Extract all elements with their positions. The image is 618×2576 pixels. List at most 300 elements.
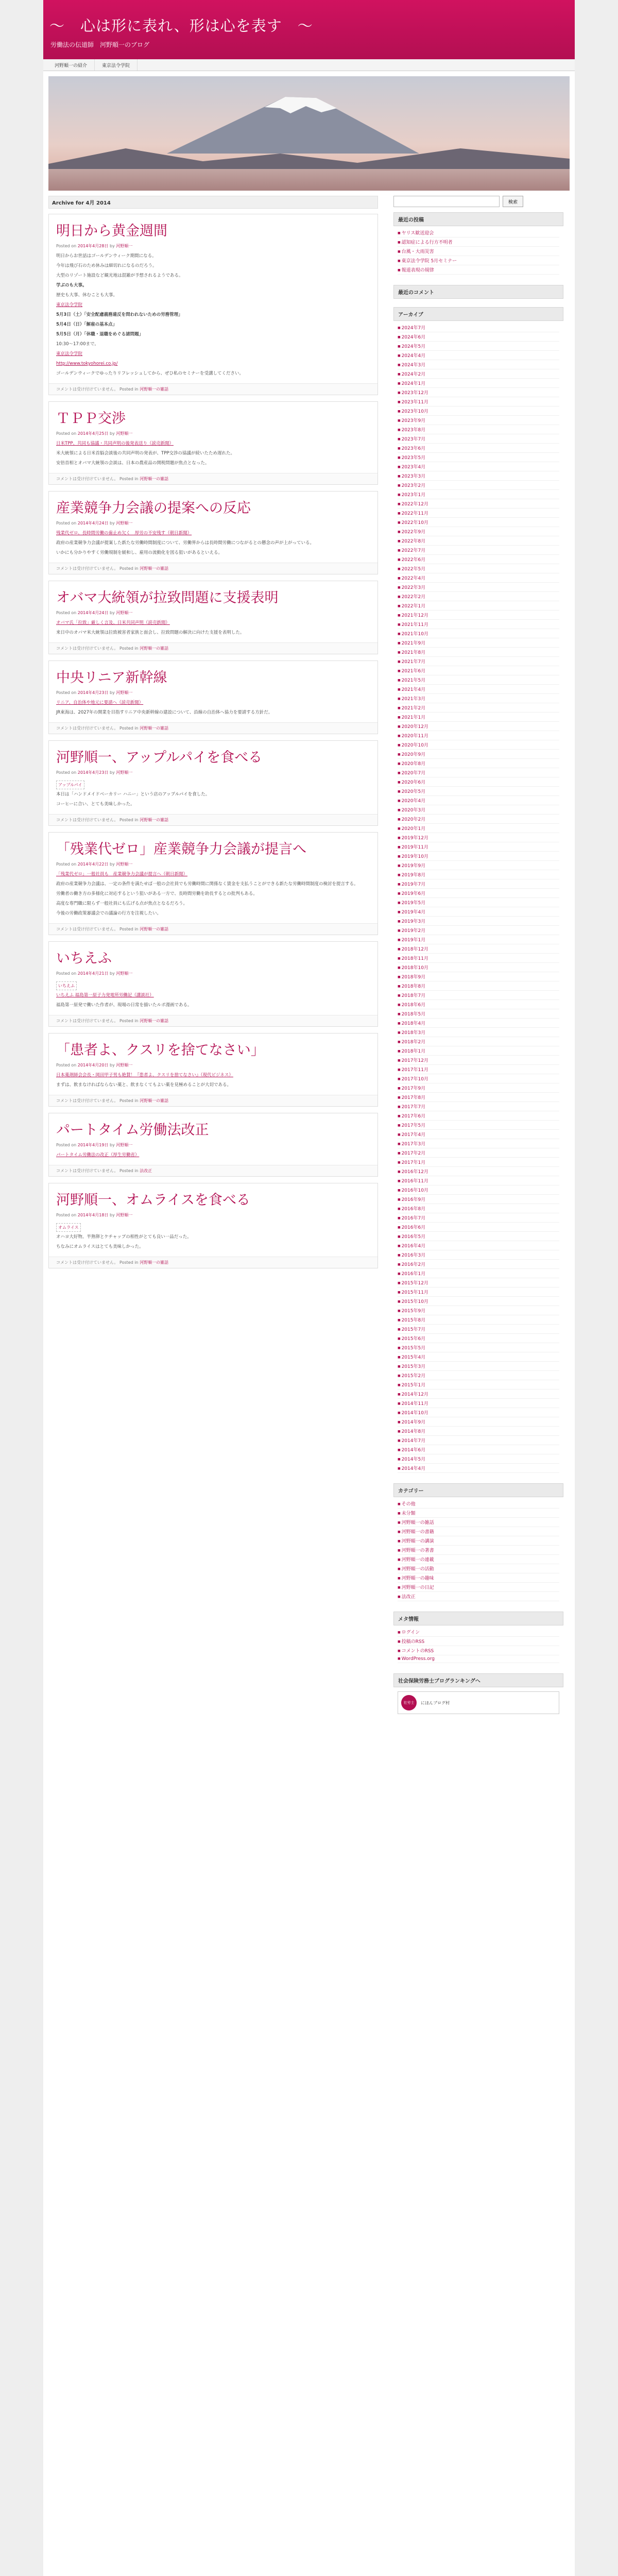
- posted-in-label: Posted in: [119, 566, 139, 571]
- archive-link[interactable]: ■ 2024年6月: [398, 332, 559, 342]
- archive-link[interactable]: ■ 2014年10月: [398, 1408, 559, 1417]
- archive-link[interactable]: ■ 2016年1月: [398, 1269, 559, 1278]
- post-paragraph: 政府の産業競争力会議が提案した新たな労働時間制度について、労働界からは長時間労働につながるとの懸念の声が上がっている。: [56, 540, 314, 546]
- archive-link[interactable]: ■ 2023年6月: [398, 444, 559, 453]
- post-paragraph: 学ぶのも大事。: [56, 283, 87, 288]
- archive-link[interactable]: ■ 2022年2月: [398, 592, 559, 601]
- post-meta: [56, 1212, 371, 1218]
- category-link[interactable]: 河野順一の雑話: [140, 387, 169, 392]
- archive-link[interactable]: ■ 2021年7月: [398, 657, 559, 666]
- nav-item-profile[interactable]: 河野順一の紹介: [47, 59, 95, 71]
- archive-link[interactable]: ■ 2023年10月: [398, 406, 559, 416]
- post-meta: [56, 431, 371, 436]
- archive-link[interactable]: ■ 2022年7月: [398, 546, 559, 555]
- archive-link[interactable]: ■ 2017年9月: [398, 1083, 559, 1093]
- archive-link[interactable]: ■ 2014年9月: [398, 1417, 559, 1427]
- archive-link[interactable]: ■ 2019年2月: [398, 926, 559, 935]
- header-banner-image: [48, 76, 570, 191]
- post-paragraph: 労働者の働き方の多様化に対応するという狙いがある一方で、長時間労働を助長するとの批判もある。: [56, 891, 258, 896]
- archive-link[interactable]: ■ 2017年5月: [398, 1121, 559, 1130]
- archive-link[interactable]: ■ 2021年9月: [398, 638, 559, 648]
- post-date-link[interactable]: 2014年4月25日: [77, 431, 109, 436]
- category-link[interactable]: ■ 河野順一の雑話: [398, 1518, 559, 1527]
- archive-link[interactable]: ■ 2022年6月: [398, 555, 559, 564]
- post-date-link[interactable]: 2014年4月24日: [77, 611, 109, 615]
- search-form: [393, 196, 563, 212]
- post-paragraph: 歴史も大事、休むことも大事。: [56, 293, 118, 298]
- archive-link[interactable]: ■ 2021年8月: [398, 648, 559, 657]
- archive-link[interactable]: ■ 2023年3月: [398, 471, 559, 481]
- post-paragraph: ゴールデンウィークでゆったりリフレッシュしてから、ぜひ私のセミナーを受講してください。: [56, 371, 244, 376]
- posted-in-label: Posted in: [119, 1260, 139, 1265]
- archive-link[interactable]: ■ 2023年4月: [398, 462, 559, 471]
- meta-list: [393, 1625, 563, 1665]
- post-footer: [49, 814, 377, 825]
- archive-link[interactable]: ■ 2017年1月: [398, 1158, 559, 1167]
- posted-in-label: Posted in: [119, 818, 139, 822]
- category-link[interactable]: ■ 河野順一の日記: [398, 1583, 559, 1592]
- post-title[interactable]: 「患者よ、クスリを捨てなさい」: [56, 1042, 265, 1058]
- post-footer: [49, 1095, 377, 1106]
- archive-link[interactable]: ■ 2021年2月: [398, 703, 559, 713]
- archive-link[interactable]: ■ 2015年12月: [398, 1278, 559, 1287]
- archive-link[interactable]: ■ 2023年1月: [398, 490, 559, 499]
- archive-link[interactable]: ■ 2016年10月: [398, 1185, 559, 1195]
- post-author-link[interactable]: 河野順一: [116, 1213, 133, 1217]
- post-author-prefix: by: [109, 611, 115, 615]
- archive-link[interactable]: ■ 2016年7月: [398, 1213, 559, 1223]
- category-link[interactable]: 河野順一の雑話: [140, 566, 169, 571]
- archive-link[interactable]: ■ 2015年6月: [398, 1334, 559, 1343]
- archive-link[interactable]: ■ 2018年6月: [398, 1000, 559, 1009]
- post-author-link[interactable]: 河野順一: [116, 1063, 133, 1067]
- sharoushi-badge-icon: 社労士: [401, 1695, 417, 1710]
- archive-link[interactable]: ■ 2020年4月: [398, 796, 559, 805]
- post-footer: [49, 923, 377, 935]
- post-paragraph: 本日は「ハンドメイドベーカリー ハニー」という店のアップルパイを食した。: [56, 792, 210, 797]
- post-author-prefix: by: [109, 521, 115, 526]
- archive-link[interactable]: ■ 2021年12月: [398, 611, 559, 620]
- archive-link[interactable]: ■ 2022年1月: [398, 601, 559, 611]
- post-author-link[interactable]: 河野順一: [116, 521, 133, 526]
- category-link[interactable]: 河野順一の雑話: [140, 1098, 169, 1103]
- archive-link[interactable]: ■ 2015年7月: [398, 1325, 559, 1334]
- archive-link[interactable]: ■ 2014年6月: [398, 1445, 559, 1454]
- post-date-link[interactable]: 2014年4月23日: [77, 690, 109, 695]
- post-paragraph: 今後の労働政策審議会での議論の行方を注視したい。: [56, 911, 162, 916]
- post-meta-prefix: Posted on: [56, 1143, 77, 1147]
- post-date-link[interactable]: 2014年4月19日: [77, 1143, 109, 1147]
- archive-link[interactable]: ■ 2018年10月: [398, 963, 559, 972]
- categories-widget: [393, 1483, 563, 1603]
- comments-status: コメントは受け付けていません。: [56, 818, 118, 822]
- archive-link[interactable]: ■ 2017年10月: [398, 1074, 559, 1083]
- search-button[interactable]: 検索: [503, 196, 523, 207]
- post: [48, 1183, 378, 1268]
- archive-link[interactable]: ■ 2016年6月: [398, 1223, 559, 1232]
- archive-link[interactable]: ■ 2014年8月: [398, 1427, 559, 1436]
- post: [48, 1033, 378, 1107]
- post-title[interactable]: 中央リニア新幹線: [56, 670, 167, 686]
- post-link[interactable]: パートタイム労働法の改正（厚生労働省）: [56, 1153, 140, 1158]
- post-meta-prefix: Posted on: [56, 1213, 77, 1217]
- category-link[interactable]: ■ 河野順一の著書: [398, 1546, 559, 1555]
- archive-link[interactable]: ■ 2019年1月: [398, 935, 559, 944]
- archive-link[interactable]: ■ 2016年8月: [398, 1204, 559, 1213]
- post-author-link[interactable]: 河野順一: [116, 431, 133, 436]
- recent-post-link[interactable]: ■ 東京法令学院 5月セミナー: [398, 256, 559, 265]
- archive-link[interactable]: ■ 2020年1月: [398, 824, 559, 833]
- archive-link[interactable]: ■ 2024年7月: [398, 323, 559, 332]
- post-body: [56, 1222, 371, 1250]
- archive-link[interactable]: ■ 2022年3月: [398, 583, 559, 592]
- archive-link[interactable]: ■ 2018年7月: [398, 991, 559, 1000]
- category-link[interactable]: ■ 河野順一の連載: [398, 1555, 559, 1564]
- post-meta: [56, 520, 371, 526]
- recent-post-link[interactable]: ■ 報道表現の規律: [398, 265, 559, 275]
- archive-link[interactable]: ■ 2015年10月: [398, 1297, 559, 1306]
- post-paragraph: 10:30〜17:00まで。: [56, 342, 99, 347]
- archive-link[interactable]: ■ 2019年7月: [398, 879, 559, 889]
- archive-link[interactable]: ■ 2014年7月: [398, 1436, 559, 1445]
- archive-link[interactable]: ■ 2020年7月: [398, 768, 559, 777]
- post-title[interactable]: いちえふ: [56, 951, 112, 967]
- post-date-link[interactable]: 2014年4月22日: [77, 862, 109, 867]
- omurice-image[interactable]: オムライス: [56, 1223, 81, 1232]
- post-author-link[interactable]: 河野順一: [116, 862, 133, 867]
- archive-link[interactable]: ■ 2020年5月: [398, 787, 559, 796]
- archive-link[interactable]: ■ 2018年5月: [398, 1009, 559, 1019]
- archive-link[interactable]: ■ 2018年9月: [398, 972, 559, 981]
- category-link[interactable]: ■ 河野順一の講演: [398, 1536, 559, 1546]
- post-date-link[interactable]: 2014年4月21日: [77, 971, 109, 976]
- widget-title: メタ情報: [393, 1612, 563, 1625]
- post-paragraph: ちなみにオムライスはとても美味しかった。: [56, 1244, 144, 1249]
- archive-link[interactable]: ■ 2017年2月: [398, 1148, 559, 1158]
- category-link[interactable]: 法改正: [140, 1168, 152, 1173]
- archive-link[interactable]: ■ 2018年4月: [398, 1019, 559, 1028]
- apple-pie-image[interactable]: アップルパイ: [56, 781, 84, 789]
- post-paragraph: 5月5日（月）「休職・退職をめぐる諸問題」: [56, 332, 144, 337]
- post-footer: [49, 1165, 377, 1176]
- archive-link[interactable]: ■ 2018年2月: [398, 1037, 559, 1046]
- archive-link[interactable]: ■ 2018年12月: [398, 944, 559, 954]
- post-meta: [56, 1062, 371, 1068]
- post-title[interactable]: 河野順一、オムライスを食べる: [56, 1192, 250, 1208]
- archive-link[interactable]: ■ 2014年11月: [398, 1399, 559, 1408]
- archive-link[interactable]: ■ 2015年4月: [398, 1352, 559, 1362]
- archive-link[interactable]: ■ 2019年4月: [398, 907, 559, 917]
- archive-link[interactable]: ■ 2017年6月: [398, 1111, 559, 1121]
- post-meta-prefix: Posted on: [56, 521, 77, 526]
- category-link[interactable]: ■ 法改正: [398, 1592, 559, 1601]
- post-author-prefix: by: [109, 690, 115, 695]
- post-meta-prefix: Posted on: [56, 862, 77, 867]
- archive-link[interactable]: ■ 2016年2月: [398, 1260, 559, 1269]
- post-title[interactable]: 「残業代ゼロ」産業競争力会議が提言へ: [56, 841, 306, 857]
- post-meta-prefix: Posted on: [56, 244, 77, 248]
- post-paragraph: 福島第一原発で働いた作者が、現場の日常を描いたルポ漫画である。: [56, 1003, 192, 1008]
- archive-link[interactable]: ■ 2024年1月: [398, 379, 559, 388]
- post-title[interactable]: ＴＰＰ交渉: [56, 411, 126, 427]
- post-author-prefix: by: [109, 1063, 115, 1067]
- archive-link[interactable]: ■ 2016年5月: [398, 1232, 559, 1241]
- post-title[interactable]: パートタイム労働法改正: [56, 1122, 209, 1138]
- archive-link[interactable]: ■ 2021年4月: [398, 685, 559, 694]
- recent-post-link[interactable]: ■ ヤリス歓送迎会: [398, 228, 559, 238]
- archive-link[interactable]: ■ 2020年12月: [398, 722, 559, 731]
- archive-link[interactable]: ■ 2021年11月: [398, 620, 559, 629]
- archive-link[interactable]: ■ 2024年5月: [398, 342, 559, 351]
- archive-link[interactable]: ■ 2023年2月: [398, 481, 559, 490]
- comments-status: コメントは受け付けていません。: [56, 1168, 118, 1173]
- archive-link[interactable]: ■ 2023年12月: [398, 388, 559, 397]
- archive-link[interactable]: ■ 2023年8月: [398, 425, 559, 434]
- archive-link[interactable]: ■ 2014年5月: [398, 1454, 559, 1464]
- post-title[interactable]: 産業競争力会議の提案への反応: [56, 500, 251, 516]
- posted-in-label: Posted in: [119, 1019, 139, 1023]
- post-author-prefix: by: [109, 971, 115, 976]
- archive-title: Archive for 4月 2014: [48, 196, 378, 209]
- archive-link[interactable]: ■ 2019年3月: [398, 917, 559, 926]
- archive-link[interactable]: ■ 2022年10月: [398, 518, 559, 527]
- post-footer: [49, 642, 377, 654]
- archive-link[interactable]: ■ 2023年7月: [398, 434, 559, 444]
- recent-posts-widget: [393, 212, 563, 277]
- post-author-prefix: by: [109, 1213, 115, 1217]
- post-date-link[interactable]: 2014年4月28日: [77, 244, 109, 248]
- posted-in-label: Posted in: [119, 646, 139, 651]
- category-link[interactable]: 河野順一の雑話: [140, 1019, 169, 1023]
- post-link[interactable]: いちえふ 福島第一原子力発電所労働記（講談社）: [56, 993, 154, 998]
- category-link[interactable]: ■ 河野順一の書籍: [398, 1527, 559, 1536]
- post-link[interactable]: 「残業代ゼロ」一般社員も 産業競争力会議が提言へ（朝日新聞）: [56, 872, 188, 877]
- archive-link[interactable]: ■ 2018年8月: [398, 981, 559, 991]
- post: [48, 214, 378, 395]
- category-link[interactable]: 河野順一の雑話: [140, 646, 169, 651]
- archive-link[interactable]: ■ 2015年8月: [398, 1315, 559, 1325]
- archive-link[interactable]: ■ 2017年3月: [398, 1139, 559, 1148]
- recent-post-link[interactable]: ■ 台風・大雨災害: [398, 247, 559, 256]
- archive-link[interactable]: ■ 2014年12月: [398, 1389, 559, 1399]
- post-paragraph: 5月3日（土）「安全配慮義務違反を問われないための労務管理」: [56, 312, 183, 317]
- post-footer: [49, 722, 377, 734]
- post-body: [56, 253, 371, 377]
- archive-link[interactable]: ■ 2016年11月: [398, 1176, 559, 1185]
- category-link[interactable]: ■ その他: [398, 1499, 559, 1509]
- archive-link[interactable]: ■ 2020年10月: [398, 740, 559, 750]
- site-description: 労働法の伝道師 河野順一のブログ: [50, 41, 150, 48]
- archive-link[interactable]: ■ 2020年3月: [398, 805, 559, 815]
- site-title[interactable]: 〜 心は形に表れ、形は心を表す 〜: [49, 17, 313, 35]
- comments-status: コメントは受け付けていません。: [56, 726, 118, 731]
- post-meta-prefix: Posted on: [56, 431, 77, 436]
- archive-link[interactable]: ■ 2024年3月: [398, 360, 559, 369]
- category-link[interactable]: 河野順一の雑話: [140, 477, 169, 481]
- archive-link[interactable]: ■ 2018年1月: [398, 1046, 559, 1056]
- post-author-prefix: by: [109, 431, 115, 436]
- archive-link[interactable]: ■ 2014年4月: [398, 1464, 559, 1473]
- post-link[interactable]: オバマ氏「拉致」厳しく言及、日米共同声明（読売新聞）: [56, 620, 170, 625]
- post-author-link[interactable]: 河野順一: [116, 1143, 133, 1147]
- category-link[interactable]: 河野順一の雑話: [140, 1260, 169, 1265]
- archive-link[interactable]: ■ 2015年2月: [398, 1371, 559, 1380]
- post-paragraph: 安倍首相とオバマ大統領の会談は、日本の農産品の関税問題が焦点となった。: [56, 461, 210, 466]
- comments-status: コメントは受け付けていません。: [56, 1260, 118, 1265]
- archive-link[interactable]: ■ 2018年11月: [398, 954, 559, 963]
- category-link[interactable]: 河野順一の雑話: [140, 726, 169, 731]
- archive-link[interactable]: ■ 2015年9月: [398, 1306, 559, 1315]
- post-paragraph: いかにも分かりやすく労働規制を緩和し、雇用の流動化を図る狙いがあるといえる。: [56, 550, 223, 555]
- posted-in-label: Posted in: [119, 387, 139, 392]
- comments-status: コメントは受け付けていません。: [56, 477, 118, 481]
- post-link[interactable]: 東京法令学院: [56, 351, 83, 357]
- post-meta: [56, 971, 371, 976]
- archive-link[interactable]: ■ 2020年11月: [398, 731, 559, 740]
- recent-post-link[interactable]: ■ 認知症による行方不明者: [398, 238, 559, 247]
- archive-link[interactable]: ■ 2019年8月: [398, 870, 559, 879]
- archive-link[interactable]: ■ 2021年10月: [398, 629, 559, 638]
- sidebar: [393, 196, 563, 1722]
- post-link[interactable]: 東京法令学院: [56, 302, 83, 308]
- post-body: [56, 1152, 371, 1159]
- archive-link[interactable]: ■ 2020年6月: [398, 777, 559, 787]
- post-author-link[interactable]: 河野順一: [116, 611, 133, 615]
- archive-link[interactable]: ■ 2022年4月: [398, 573, 559, 583]
- archive-link[interactable]: ■ 2017年8月: [398, 1093, 559, 1102]
- archive-link[interactable]: ■ 2021年1月: [398, 713, 559, 722]
- archive-link[interactable]: ■ 2020年2月: [398, 815, 559, 824]
- archive-link[interactable]: ■ 2017年7月: [398, 1102, 559, 1111]
- posted-in-label: Posted in: [119, 726, 139, 731]
- archive-link[interactable]: ■ 2020年8月: [398, 759, 559, 768]
- archive-link[interactable]: ■ 2021年5月: [398, 675, 559, 685]
- widget-title: アーカイブ: [393, 307, 563, 321]
- archive-link[interactable]: ■ 2016年12月: [398, 1167, 559, 1176]
- archive-link[interactable]: ■ 2017年4月: [398, 1130, 559, 1139]
- ranking-widget: [393, 1673, 563, 1714]
- category-link[interactable]: ■ 未分類: [398, 1509, 559, 1518]
- archive-link[interactable]: ■ 2023年5月: [398, 453, 559, 462]
- post-date-link[interactable]: 2014年4月23日: [77, 770, 109, 775]
- archive-link[interactable]: ■ 2019年6月: [398, 889, 559, 898]
- archive-link[interactable]: ■ 2021年3月: [398, 694, 559, 703]
- post-author-link[interactable]: 河野順一: [116, 971, 133, 976]
- post-meta: [56, 610, 371, 616]
- post-link[interactable]: 日本薬剤師会会長・岡田甲子男も絶賛！『患者よ、クスリを捨てなさい』（現代ビジネス）: [56, 1073, 233, 1078]
- archive-link[interactable]: ■ 2019年10月: [398, 852, 559, 861]
- archive-link[interactable]: ■ 2015年3月: [398, 1362, 559, 1371]
- post-title[interactable]: オバマ大統領が拉致問題に支援表明: [56, 590, 279, 606]
- archive-link[interactable]: ■ 2016年9月: [398, 1195, 559, 1204]
- post-title[interactable]: 河野順一、アップルパイを食べる: [56, 750, 263, 766]
- post-author-prefix: by: [109, 862, 115, 867]
- archive-link[interactable]: ■ 2022年11月: [398, 509, 559, 518]
- category-link[interactable]: 河野順一の雑話: [140, 818, 169, 822]
- archive-link[interactable]: ■ 2022年12月: [398, 499, 559, 509]
- post-link[interactable]: 残業代ゼロ、長時間労働の歯止め欠く 厚労の不安残す（朝日新聞）: [56, 531, 192, 536]
- archive-link[interactable]: ■ 2024年4月: [398, 351, 559, 360]
- archive-link[interactable]: ■ 2016年4月: [398, 1241, 559, 1250]
- post-author-link[interactable]: 河野順一: [116, 690, 133, 695]
- archive-link[interactable]: ■ 2023年11月: [398, 397, 559, 406]
- book-cover-image[interactable]: いちえふ: [56, 981, 77, 990]
- archive-link[interactable]: ■ 2022年9月: [398, 527, 559, 536]
- post-body: [56, 871, 371, 917]
- post-meta: [56, 1142, 371, 1148]
- post: [48, 581, 378, 654]
- nav-item-school[interactable]: 東京法令学院: [95, 59, 138, 71]
- meta-link[interactable]: ■ 投稿のRSS: [398, 1637, 559, 1646]
- archive-link[interactable]: ■ 2023年9月: [398, 416, 559, 425]
- meta-widget: [393, 1612, 563, 1665]
- post-paragraph: 今年は飛び石のため休みは細切れになるのだろう。: [56, 263, 157, 268]
- archive-link[interactable]: ■ 2015年5月: [398, 1343, 559, 1352]
- post-author-prefix: by: [109, 770, 115, 775]
- post-footer: [49, 563, 377, 574]
- meta-link[interactable]: ■ WordPress.org: [398, 1655, 559, 1663]
- archive-link[interactable]: ■ 2019年9月: [398, 861, 559, 870]
- meta-link[interactable]: ■ ログイン: [398, 1628, 559, 1637]
- post: [48, 740, 378, 826]
- post-body: [56, 620, 371, 636]
- archive-link[interactable]: ■ 2024年2月: [398, 369, 559, 379]
- archive-link[interactable]: ■ 2022年8月: [398, 536, 559, 546]
- post-author-prefix: by: [109, 244, 115, 248]
- post-paragraph: 明日からお世話はゴールデンウィーク期間になる。: [56, 253, 157, 259]
- archive-link[interactable]: ■ 2019年11月: [398, 842, 559, 852]
- ranking-banner[interactable]: [398, 1691, 559, 1714]
- post-meta: [56, 690, 371, 696]
- archive-link[interactable]: ■ 2016年3月: [398, 1250, 559, 1260]
- categories-list: [393, 1497, 563, 1603]
- archive-link[interactable]: ■ 2015年1月: [398, 1380, 559, 1389]
- post-author-link[interactable]: 河野順一: [116, 770, 133, 775]
- post-link[interactable]: リニア、自治体や地元に要請へ（読売新聞）: [56, 700, 144, 705]
- post-meta-prefix: Posted on: [56, 971, 77, 976]
- post-paragraph: 政府の産業競争力会議は、一定の条件を満たせば一般の会社員でも労働時間に関係なく賃金を支払うことができる新たな労働時間制度の検討を提言する。: [56, 882, 358, 887]
- archive-link[interactable]: ■ 2020年9月: [398, 750, 559, 759]
- post-date-link[interactable]: 2014年4月24日: [77, 521, 109, 526]
- search-input[interactable]: [393, 196, 500, 207]
- post-date-link[interactable]: 2014年4月18日: [77, 1213, 109, 1217]
- post: [48, 832, 378, 935]
- page-wrapper: [43, 0, 575, 2576]
- archive-link[interactable]: ■ 2017年11月: [398, 1065, 559, 1074]
- archive-link[interactable]: ■ 2021年6月: [398, 666, 559, 675]
- post-meta: [56, 243, 371, 249]
- post-link[interactable]: http://www.tokyohorei.co.jp/: [56, 361, 118, 366]
- meta-link[interactable]: ■ コメントのRSS: [398, 1646, 559, 1655]
- archive-link[interactable]: ■ 2022年5月: [398, 564, 559, 573]
- posted-in-label: Posted in: [119, 477, 139, 481]
- post-title[interactable]: 明日から黄金週間: [56, 223, 167, 239]
- archive-link[interactable]: ■ 2019年12月: [398, 833, 559, 842]
- category-link[interactable]: 河野順一の雑話: [140, 927, 169, 931]
- category-link[interactable]: ■ 河野順一の趣味: [398, 1573, 559, 1583]
- post-meta-prefix: Posted on: [56, 1063, 77, 1067]
- post-link[interactable]: 日米TPP、共同も協議・共同声明の後発表送り（読売新聞）: [56, 441, 174, 446]
- posted-in-label: Posted in: [119, 1098, 139, 1103]
- post-author-link[interactable]: 河野順一: [116, 244, 133, 248]
- post-date-link[interactable]: 2014年4月20日: [77, 1063, 109, 1067]
- archive-link[interactable]: ■ 2015年11月: [398, 1287, 559, 1297]
- archive-link[interactable]: ■ 2019年5月: [398, 898, 559, 907]
- archive-link[interactable]: ■ 2017年12月: [398, 1056, 559, 1065]
- category-link[interactable]: ■ 河野順一の活動: [398, 1564, 559, 1573]
- archive-link[interactable]: ■ 2018年3月: [398, 1028, 559, 1037]
- widget-title: カテゴリー: [393, 1483, 563, 1497]
